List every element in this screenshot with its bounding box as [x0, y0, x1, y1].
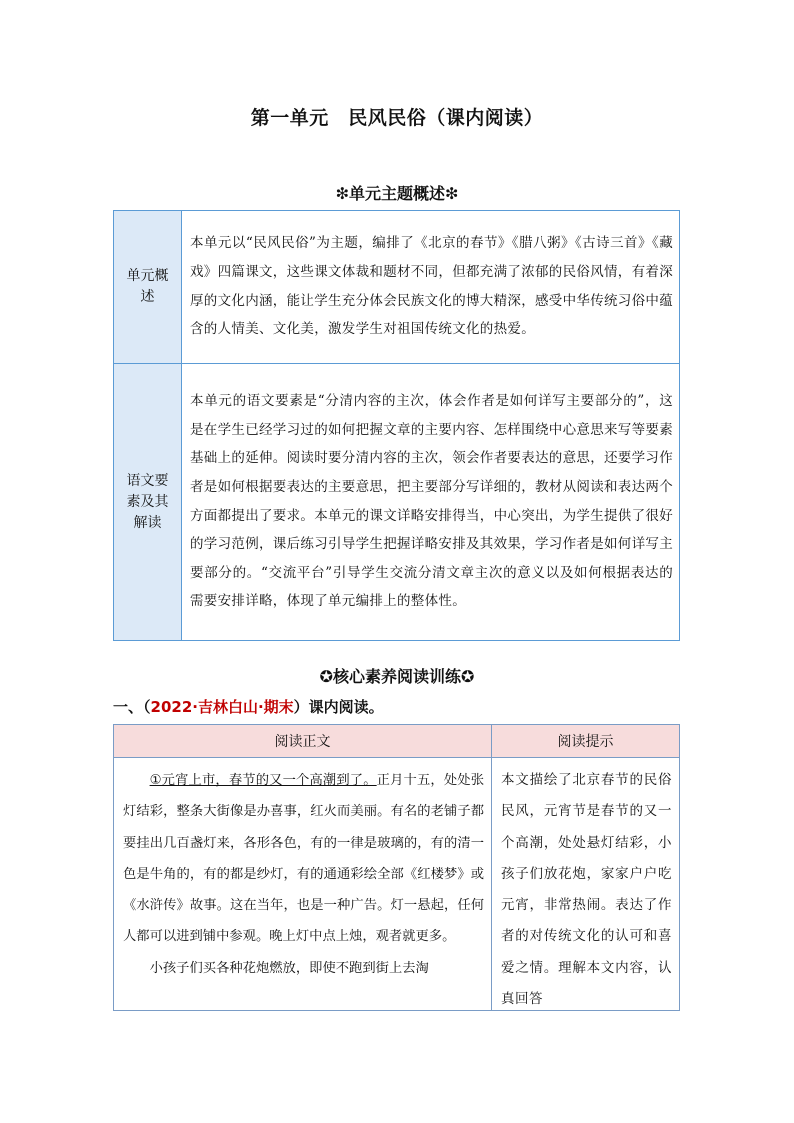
row-text-language-elements: 本单元的语文要素是“分清内容的主次，体会作者是如何详写主要部分的”，这是在学生已经学习过的如何把握文章的主要内容、怎样围绕中心意思来写等要素基础上的延伸。阅读时要分清内容的主次，领会作者要表达的意思，还要学习作者是如何根据要表达的主要意思，把主要部分写详细的，教材从阅读和表达两个方面都提出了要求。本单元的课文详略安排得当，中心突出，为学生提供了很好的学习范例，课后练习引导学生把握详略安排及其效果，学习作者是如何详写主要部分的。“交流平台”引导学生交流分清文章主次的意义以及如何根据表达的需要安排详略，体现了单元编排上的整体性。 [182, 364, 680, 641]
reading-hint-header: 阅读提示 [492, 725, 680, 758]
unit-overview-heading: ❇单元主题概述❇ [335, 184, 459, 203]
passage-paragraph-1 [123, 765, 484, 953]
passage-paragraph-1-rest: 正月十五，处处张灯结彩，整条大街像是办喜事，红火而美丽。有名的老铺子都要挂出几百盏灯来，各形各色，有的一律是玻璃的，有的清一色是牛角的，有的都是纱灯，有的通通彩绘全部《红楼梦》或《水浒传》故事。这在当年，也是一种广告。灯一悬起，任何人都可以进到铺中参观。晚上灯中点上烛，观者就更多。 [123, 773, 485, 945]
row-text-unit-overview: 本单元以“民风民俗”为主题，编排了《北京的春节》《腊八粥》《古诗三首》《藏戏》四篇课文，这些课文体裁和题材不同，但都充满了浓郁的民俗风情，有着深厚的文化内涵，能让学生充分体会民族文化的博大精深，感受中华传统习俗中蕴含的人情美、文化美，激发学生对祖国传统文化的热爱。 [182, 211, 680, 364]
row-label-unit-overview: 单元概述 [114, 211, 182, 364]
question-source: 2022·吉林白山·期末 [150, 698, 294, 716]
reading-table [113, 724, 680, 1011]
unit-overview-table [113, 210, 680, 641]
passage-cell [114, 758, 492, 1011]
reading-hint: 本文描绘了北京春节的民俗民风，元宵节是春节的又一个高潮，处处悬灯结彩，小孩子们放花炮，家家户户吃元宵，非常热闹。表达了作者的对传统文化的认可和喜爱之情。理解本文内容，认真回答 [501, 772, 672, 1008]
reading-passage [115, 759, 490, 1009]
reading-text-header: 阅读正文 [114, 725, 492, 758]
question-suffix: ）课内阅读。 [293, 698, 384, 716]
hint-cell [492, 758, 680, 1011]
question-heading [113, 696, 384, 717]
overview-row [114, 211, 680, 364]
training-heading: ✪核心素养阅读训练✪ [319, 667, 475, 686]
overview-row [114, 364, 680, 641]
underlined-sentence: ①元宵上市，春节的又一个高潮到了。 [149, 773, 377, 788]
question-prefix: 一、（ [113, 698, 151, 716]
page-title: 第一单元 民风民俗（课内阅读） [250, 107, 544, 129]
passage-paragraph-2: 小孩子们买各种花炮燃放，即使不跑到街上去淘 [149, 960, 429, 976]
row-label-language-elements: 语文要素及其解读 [114, 364, 182, 641]
